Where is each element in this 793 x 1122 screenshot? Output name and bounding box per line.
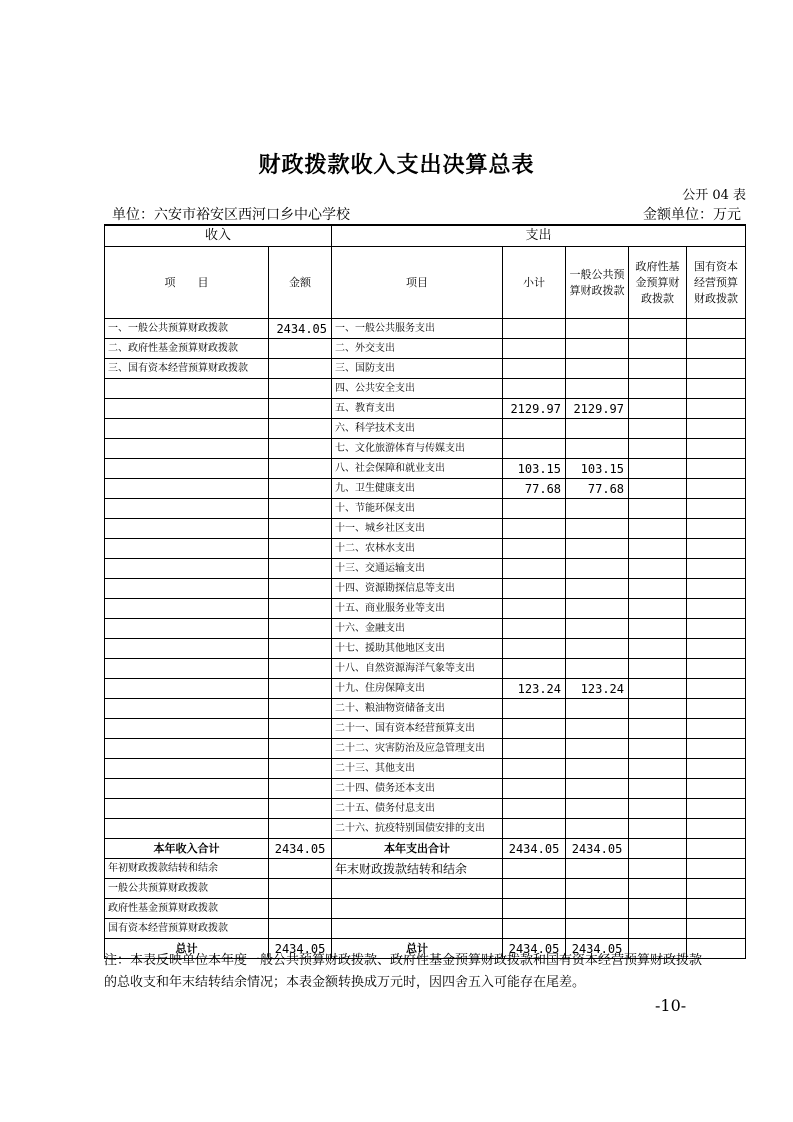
expense-general-cell bbox=[566, 499, 629, 519]
expense-general-cell bbox=[566, 539, 629, 559]
expense-general-cell bbox=[566, 339, 629, 359]
income-amount-cell bbox=[269, 579, 332, 599]
expense-state-capital-cell bbox=[687, 819, 746, 839]
expense-subtotal-cell bbox=[503, 539, 566, 559]
expense-item-cell: 二十五、债务付息支出 bbox=[332, 799, 503, 819]
income-item-cell bbox=[105, 679, 269, 699]
table-row bbox=[105, 419, 746, 439]
expense-state-capital-cell bbox=[687, 539, 746, 559]
income-item-cell bbox=[105, 459, 269, 479]
expense-gov-fund-cell bbox=[629, 519, 687, 539]
expense-general-cell: 2129.97 bbox=[566, 399, 629, 419]
table-row bbox=[105, 339, 746, 359]
income-item-cell bbox=[105, 559, 269, 579]
expense-subtotal-cell bbox=[503, 339, 566, 359]
income-amount-cell bbox=[269, 419, 332, 439]
income-item-cell bbox=[105, 519, 269, 539]
expense-general-cell bbox=[566, 519, 629, 539]
income-item-cell bbox=[105, 379, 269, 399]
expense-item-cell: 七、文化旅游体育与传媒支出 bbox=[332, 439, 503, 459]
carryover-state-capital: 国有资本经营预算财政拨款 bbox=[105, 919, 269, 939]
income-item-cell bbox=[105, 399, 269, 419]
expense-general-cell bbox=[566, 319, 629, 339]
table-row bbox=[105, 799, 746, 819]
expense-subtotal-cell: 103.15 bbox=[503, 459, 566, 479]
table-row bbox=[105, 779, 746, 799]
table-row bbox=[105, 479, 746, 499]
income-amount-cell bbox=[269, 559, 332, 579]
expense-general-cell bbox=[566, 699, 629, 719]
page-number: -10- bbox=[655, 996, 687, 1015]
begin-carryover-label: 年初财政拨款结转和结余 bbox=[105, 859, 269, 879]
empty-cell bbox=[566, 899, 629, 919]
expense-general-cell bbox=[566, 419, 629, 439]
table-row bbox=[105, 719, 746, 739]
expense-item-cell: 五、教育支出 bbox=[332, 399, 503, 419]
empty-cell bbox=[687, 859, 746, 879]
table-row bbox=[105, 599, 746, 619]
income-amount-cell bbox=[269, 759, 332, 779]
income-amount-cell bbox=[269, 659, 332, 679]
header-general-budget: 一般公共预算财政拨款 bbox=[566, 247, 629, 319]
expense-gov-fund-cell bbox=[629, 659, 687, 679]
expense-state-capital-cell bbox=[687, 679, 746, 699]
empty-cell bbox=[629, 839, 687, 859]
income-item-cell bbox=[105, 599, 269, 619]
form-code: 公开 04 表 bbox=[682, 188, 746, 203]
income-item-cell bbox=[105, 499, 269, 519]
table-row bbox=[105, 399, 746, 419]
table-row bbox=[105, 819, 746, 839]
table-row bbox=[105, 739, 746, 759]
footnote: 注：本表反映单位本年度一般公共预算财政拨款、政府性基金预算财政拨款和国有资本经营预算财政拨款的总收支和年末结转结余情况；本表金额转换成万元时，因四舍五入可能存在尾差。 bbox=[104, 953, 703, 990]
expense-state-capital-cell bbox=[687, 759, 746, 779]
empty-cell bbox=[687, 899, 746, 919]
grand-total-income-amount: 2434.05 bbox=[269, 939, 332, 959]
income-item-cell bbox=[105, 419, 269, 439]
income-section-header: 收入 bbox=[105, 225, 332, 247]
table-row bbox=[105, 319, 746, 339]
empty-cell bbox=[687, 839, 746, 859]
expense-subtotal-cell bbox=[503, 579, 566, 599]
carryover-general: 一般公共预算财政拨款 bbox=[105, 879, 269, 899]
expense-state-capital-cell bbox=[687, 559, 746, 579]
expense-gov-fund-cell bbox=[629, 319, 687, 339]
empty-cell bbox=[566, 879, 629, 899]
income-item-cell bbox=[105, 619, 269, 639]
header-exp-item: 项目 bbox=[332, 247, 503, 319]
expense-gov-fund-cell bbox=[629, 419, 687, 439]
expense-state-capital-cell bbox=[687, 519, 746, 539]
income-amount-cell bbox=[269, 619, 332, 639]
empty-cell bbox=[503, 899, 566, 919]
amount-unit-label: 金额单位：万元 bbox=[643, 207, 741, 223]
income-amount-cell bbox=[269, 819, 332, 839]
table-row bbox=[105, 539, 746, 559]
expense-item-cell: 四、公共安全支出 bbox=[332, 379, 503, 399]
income-item-cell bbox=[105, 699, 269, 719]
expense-subtotal-cell bbox=[503, 419, 566, 439]
expense-subtotal-cell bbox=[503, 639, 566, 659]
expense-section-header: 支出 bbox=[332, 225, 746, 247]
income-amount-cell bbox=[269, 479, 332, 499]
table-row bbox=[105, 459, 746, 479]
expense-item-cell: 九、卫生健康支出 bbox=[332, 479, 503, 499]
expense-item-cell: 十一、城乡社区支出 bbox=[332, 519, 503, 539]
header-state-capital: 国有资本经营预算财政拨款 bbox=[687, 247, 746, 319]
income-amount-cell bbox=[269, 639, 332, 659]
expense-state-capital-cell bbox=[687, 599, 746, 619]
header-subtotal: 小计 bbox=[503, 247, 566, 319]
income-amount-cell bbox=[269, 519, 332, 539]
income-amount-cell bbox=[269, 539, 332, 559]
income-amount-cell bbox=[269, 459, 332, 479]
income-amount-cell bbox=[269, 439, 332, 459]
expense-gov-fund-cell bbox=[629, 599, 687, 619]
expense-subtotal-cell bbox=[503, 759, 566, 779]
expense-state-capital-cell bbox=[687, 499, 746, 519]
expense-item-cell: 十二、农林水支出 bbox=[332, 539, 503, 559]
expense-state-capital-cell bbox=[687, 399, 746, 419]
budget-table bbox=[104, 224, 746, 959]
expense-state-capital-cell bbox=[687, 699, 746, 719]
expense-state-capital-cell bbox=[687, 379, 746, 399]
empty-cell bbox=[503, 859, 566, 879]
expense-gov-fund-cell bbox=[629, 739, 687, 759]
expense-subtotal-cell bbox=[503, 519, 566, 539]
expense-general-cell bbox=[566, 439, 629, 459]
expense-gov-fund-cell bbox=[629, 459, 687, 479]
expense-subtotal-cell bbox=[503, 739, 566, 759]
income-amount-cell bbox=[269, 379, 332, 399]
income-amount-cell bbox=[269, 359, 332, 379]
expense-subtotal-cell bbox=[503, 799, 566, 819]
expense-state-capital-cell bbox=[687, 799, 746, 819]
expense-subtotal-cell bbox=[503, 659, 566, 679]
expense-state-capital-cell bbox=[687, 339, 746, 359]
expense-general-cell bbox=[566, 819, 629, 839]
expense-item-cell: 二十三、其他支出 bbox=[332, 759, 503, 779]
grand-total-expense-general: 2434.05 bbox=[566, 939, 629, 959]
expense-item-cell: 二、外交支出 bbox=[332, 339, 503, 359]
expense-general-cell: 123.24 bbox=[566, 679, 629, 699]
empty-cell bbox=[687, 879, 746, 899]
income-item-cell bbox=[105, 579, 269, 599]
expense-general-cell bbox=[566, 599, 629, 619]
expense-subtotal-cell bbox=[503, 599, 566, 619]
expense-state-capital-cell bbox=[687, 619, 746, 639]
income-item-cell bbox=[105, 539, 269, 559]
expense-item-cell: 二十一、国有资本经营预算支出 bbox=[332, 719, 503, 739]
expense-item-cell: 二十四、债务还本支出 bbox=[332, 779, 503, 799]
expense-state-capital-cell bbox=[687, 739, 746, 759]
expense-subtotal-cell bbox=[503, 699, 566, 719]
expense-general-cell bbox=[566, 659, 629, 679]
expense-item-cell: 十、节能环保支出 bbox=[332, 499, 503, 519]
table-row bbox=[105, 699, 746, 719]
income-item-cell: 二、政府性基金预算财政拨款 bbox=[105, 339, 269, 359]
empty-cell bbox=[269, 879, 332, 899]
empty-cell bbox=[629, 859, 687, 879]
expense-general-cell bbox=[566, 799, 629, 819]
unit-label: 单位：六安市裕安区西河口乡中心学校 bbox=[112, 207, 350, 223]
expense-item-cell: 二十六、抗疫特别国债安排的支出 bbox=[332, 819, 503, 839]
income-item-cell: 一、一般公共预算财政拨款 bbox=[105, 319, 269, 339]
table-row bbox=[105, 499, 746, 519]
carryover-gov-fund: 政府性基金预算财政拨款 bbox=[105, 899, 269, 919]
expense-gov-fund-cell bbox=[629, 499, 687, 519]
year-expense-total-general: 2434.05 bbox=[566, 839, 629, 859]
expense-gov-fund-cell bbox=[629, 799, 687, 819]
empty-cell bbox=[629, 899, 687, 919]
empty-cell bbox=[566, 859, 629, 879]
expense-item-cell: 十七、援助其他地区支出 bbox=[332, 639, 503, 659]
expense-subtotal-cell bbox=[503, 319, 566, 339]
income-amount-cell bbox=[269, 779, 332, 799]
expense-gov-fund-cell bbox=[629, 339, 687, 359]
grand-total-expense-label: 总计 bbox=[332, 939, 503, 959]
expense-gov-fund-cell bbox=[629, 679, 687, 699]
table-row bbox=[105, 759, 746, 779]
empty-cell bbox=[629, 919, 687, 939]
empty-cell bbox=[503, 879, 566, 899]
table-row bbox=[105, 439, 746, 459]
expense-gov-fund-cell bbox=[629, 719, 687, 739]
expense-state-capital-cell bbox=[687, 419, 746, 439]
income-amount-cell bbox=[269, 739, 332, 759]
empty-cell bbox=[503, 919, 566, 939]
table-row bbox=[105, 379, 746, 399]
expense-subtotal-cell bbox=[503, 719, 566, 739]
expense-subtotal-cell bbox=[503, 779, 566, 799]
expense-item-cell: 十四、资源勘探信息等支出 bbox=[332, 579, 503, 599]
year-expense-total-subtotal: 2434.05 bbox=[503, 839, 566, 859]
expense-subtotal-cell bbox=[503, 439, 566, 459]
empty-cell bbox=[332, 879, 503, 899]
expense-general-cell bbox=[566, 579, 629, 599]
expense-state-capital-cell bbox=[687, 479, 746, 499]
expense-subtotal-cell bbox=[503, 359, 566, 379]
expense-gov-fund-cell bbox=[629, 479, 687, 499]
expense-gov-fund-cell bbox=[629, 639, 687, 659]
income-item-cell bbox=[105, 719, 269, 739]
expense-subtotal-cell bbox=[503, 819, 566, 839]
expense-gov-fund-cell bbox=[629, 819, 687, 839]
empty-cell bbox=[566, 919, 629, 939]
expense-general-cell bbox=[566, 719, 629, 739]
income-amount-cell: 2434.05 bbox=[269, 319, 332, 339]
year-expense-total-label: 本年支出合计 bbox=[332, 839, 503, 859]
income-amount-cell bbox=[269, 339, 332, 359]
expense-general-cell bbox=[566, 779, 629, 799]
expense-gov-fund-cell bbox=[629, 379, 687, 399]
income-amount-cell bbox=[269, 799, 332, 819]
expense-item-cell: 十六、金融支出 bbox=[332, 619, 503, 639]
table-row bbox=[105, 519, 746, 539]
expense-general-cell bbox=[566, 639, 629, 659]
year-income-total-label: 本年收入合计 bbox=[105, 839, 269, 859]
expense-item-cell: 十九、住房保障支出 bbox=[332, 679, 503, 699]
table-row bbox=[105, 559, 746, 579]
table-row bbox=[105, 579, 746, 599]
expense-subtotal-cell bbox=[503, 559, 566, 579]
income-item-cell bbox=[105, 799, 269, 819]
income-amount-cell bbox=[269, 719, 332, 739]
header-amount: 金额 bbox=[269, 247, 332, 319]
expense-state-capital-cell bbox=[687, 439, 746, 459]
header-gov-fund: 政府性基金预算财政拨款 bbox=[629, 247, 687, 319]
header-item: 项 目 bbox=[105, 247, 269, 319]
expense-item-cell: 三、国防支出 bbox=[332, 359, 503, 379]
expense-item-cell: 二十、粮油物资储备支出 bbox=[332, 699, 503, 719]
expense-state-capital-cell bbox=[687, 779, 746, 799]
expense-gov-fund-cell bbox=[629, 539, 687, 559]
expense-item-cell: 一、一般公共服务支出 bbox=[332, 319, 503, 339]
expense-item-cell: 十八、自然资源海洋气象等支出 bbox=[332, 659, 503, 679]
expense-general-cell: 77.68 bbox=[566, 479, 629, 499]
table-row bbox=[105, 639, 746, 659]
empty-cell bbox=[269, 919, 332, 939]
expense-item-cell: 十五、商业服务业等支出 bbox=[332, 599, 503, 619]
income-item-cell bbox=[105, 659, 269, 679]
expense-general-cell bbox=[566, 739, 629, 759]
grand-total-expense-subtotal: 2434.05 bbox=[503, 939, 566, 959]
expense-state-capital-cell bbox=[687, 579, 746, 599]
expense-gov-fund-cell bbox=[629, 759, 687, 779]
table-row bbox=[105, 679, 746, 699]
income-item-cell bbox=[105, 639, 269, 659]
income-amount-cell bbox=[269, 679, 332, 699]
expense-subtotal-cell bbox=[503, 619, 566, 639]
income-item-cell bbox=[105, 479, 269, 499]
expense-item-cell: 十三、交通运输支出 bbox=[332, 559, 503, 579]
table-row bbox=[105, 359, 746, 379]
empty-cell bbox=[269, 859, 332, 879]
expense-gov-fund-cell bbox=[629, 579, 687, 599]
expense-gov-fund-cell bbox=[629, 619, 687, 639]
income-item-cell bbox=[105, 739, 269, 759]
empty-cell bbox=[332, 899, 503, 919]
empty-cell bbox=[629, 879, 687, 899]
expense-gov-fund-cell bbox=[629, 779, 687, 799]
expense-state-capital-cell bbox=[687, 319, 746, 339]
expense-item-cell: 二十二、灾害防治及应急管理支出 bbox=[332, 739, 503, 759]
expense-item-cell: 八、社会保障和就业支出 bbox=[332, 459, 503, 479]
expense-general-cell bbox=[566, 619, 629, 639]
expense-state-capital-cell bbox=[687, 459, 746, 479]
expense-item-cell: 六、科学技术支出 bbox=[332, 419, 503, 439]
income-item-cell bbox=[105, 759, 269, 779]
expense-state-capital-cell bbox=[687, 359, 746, 379]
income-amount-cell bbox=[269, 499, 332, 519]
expense-state-capital-cell bbox=[687, 659, 746, 679]
expense-subtotal-cell: 123.24 bbox=[503, 679, 566, 699]
table-row bbox=[105, 619, 746, 639]
expense-subtotal-cell: 77.68 bbox=[503, 479, 566, 499]
table-row bbox=[105, 659, 746, 679]
empty-cell bbox=[332, 919, 503, 939]
year-income-total-amount: 2434.05 bbox=[269, 839, 332, 859]
expense-subtotal-cell bbox=[503, 379, 566, 399]
expense-general-cell bbox=[566, 379, 629, 399]
expense-subtotal-cell: 2129.97 bbox=[503, 399, 566, 419]
income-item-cell bbox=[105, 819, 269, 839]
end-carryover-label: 年末财政拨款结转和结余 bbox=[332, 859, 503, 879]
grand-total-income-label: 总计 bbox=[105, 939, 269, 959]
expense-gov-fund-cell bbox=[629, 359, 687, 379]
expense-state-capital-cell bbox=[687, 719, 746, 739]
expense-general-cell bbox=[566, 359, 629, 379]
expense-general-cell: 103.15 bbox=[566, 459, 629, 479]
expense-gov-fund-cell bbox=[629, 699, 687, 719]
income-item-cell: 三、国有资本经营预算财政拨款 bbox=[105, 359, 269, 379]
page-title: 财政拨款收入支出决算总表 bbox=[258, 152, 535, 178]
expense-gov-fund-cell bbox=[629, 399, 687, 419]
income-amount-cell bbox=[269, 599, 332, 619]
income-item-cell bbox=[105, 439, 269, 459]
income-item-cell bbox=[105, 779, 269, 799]
expense-gov-fund-cell bbox=[629, 439, 687, 459]
income-amount-cell bbox=[269, 699, 332, 719]
income-amount-cell bbox=[269, 399, 332, 419]
expense-general-cell bbox=[566, 759, 629, 779]
expense-general-cell bbox=[566, 559, 629, 579]
empty-cell bbox=[687, 919, 746, 939]
expense-gov-fund-cell bbox=[629, 559, 687, 579]
empty-cell bbox=[269, 899, 332, 919]
expense-state-capital-cell bbox=[687, 639, 746, 659]
expense-subtotal-cell bbox=[503, 499, 566, 519]
